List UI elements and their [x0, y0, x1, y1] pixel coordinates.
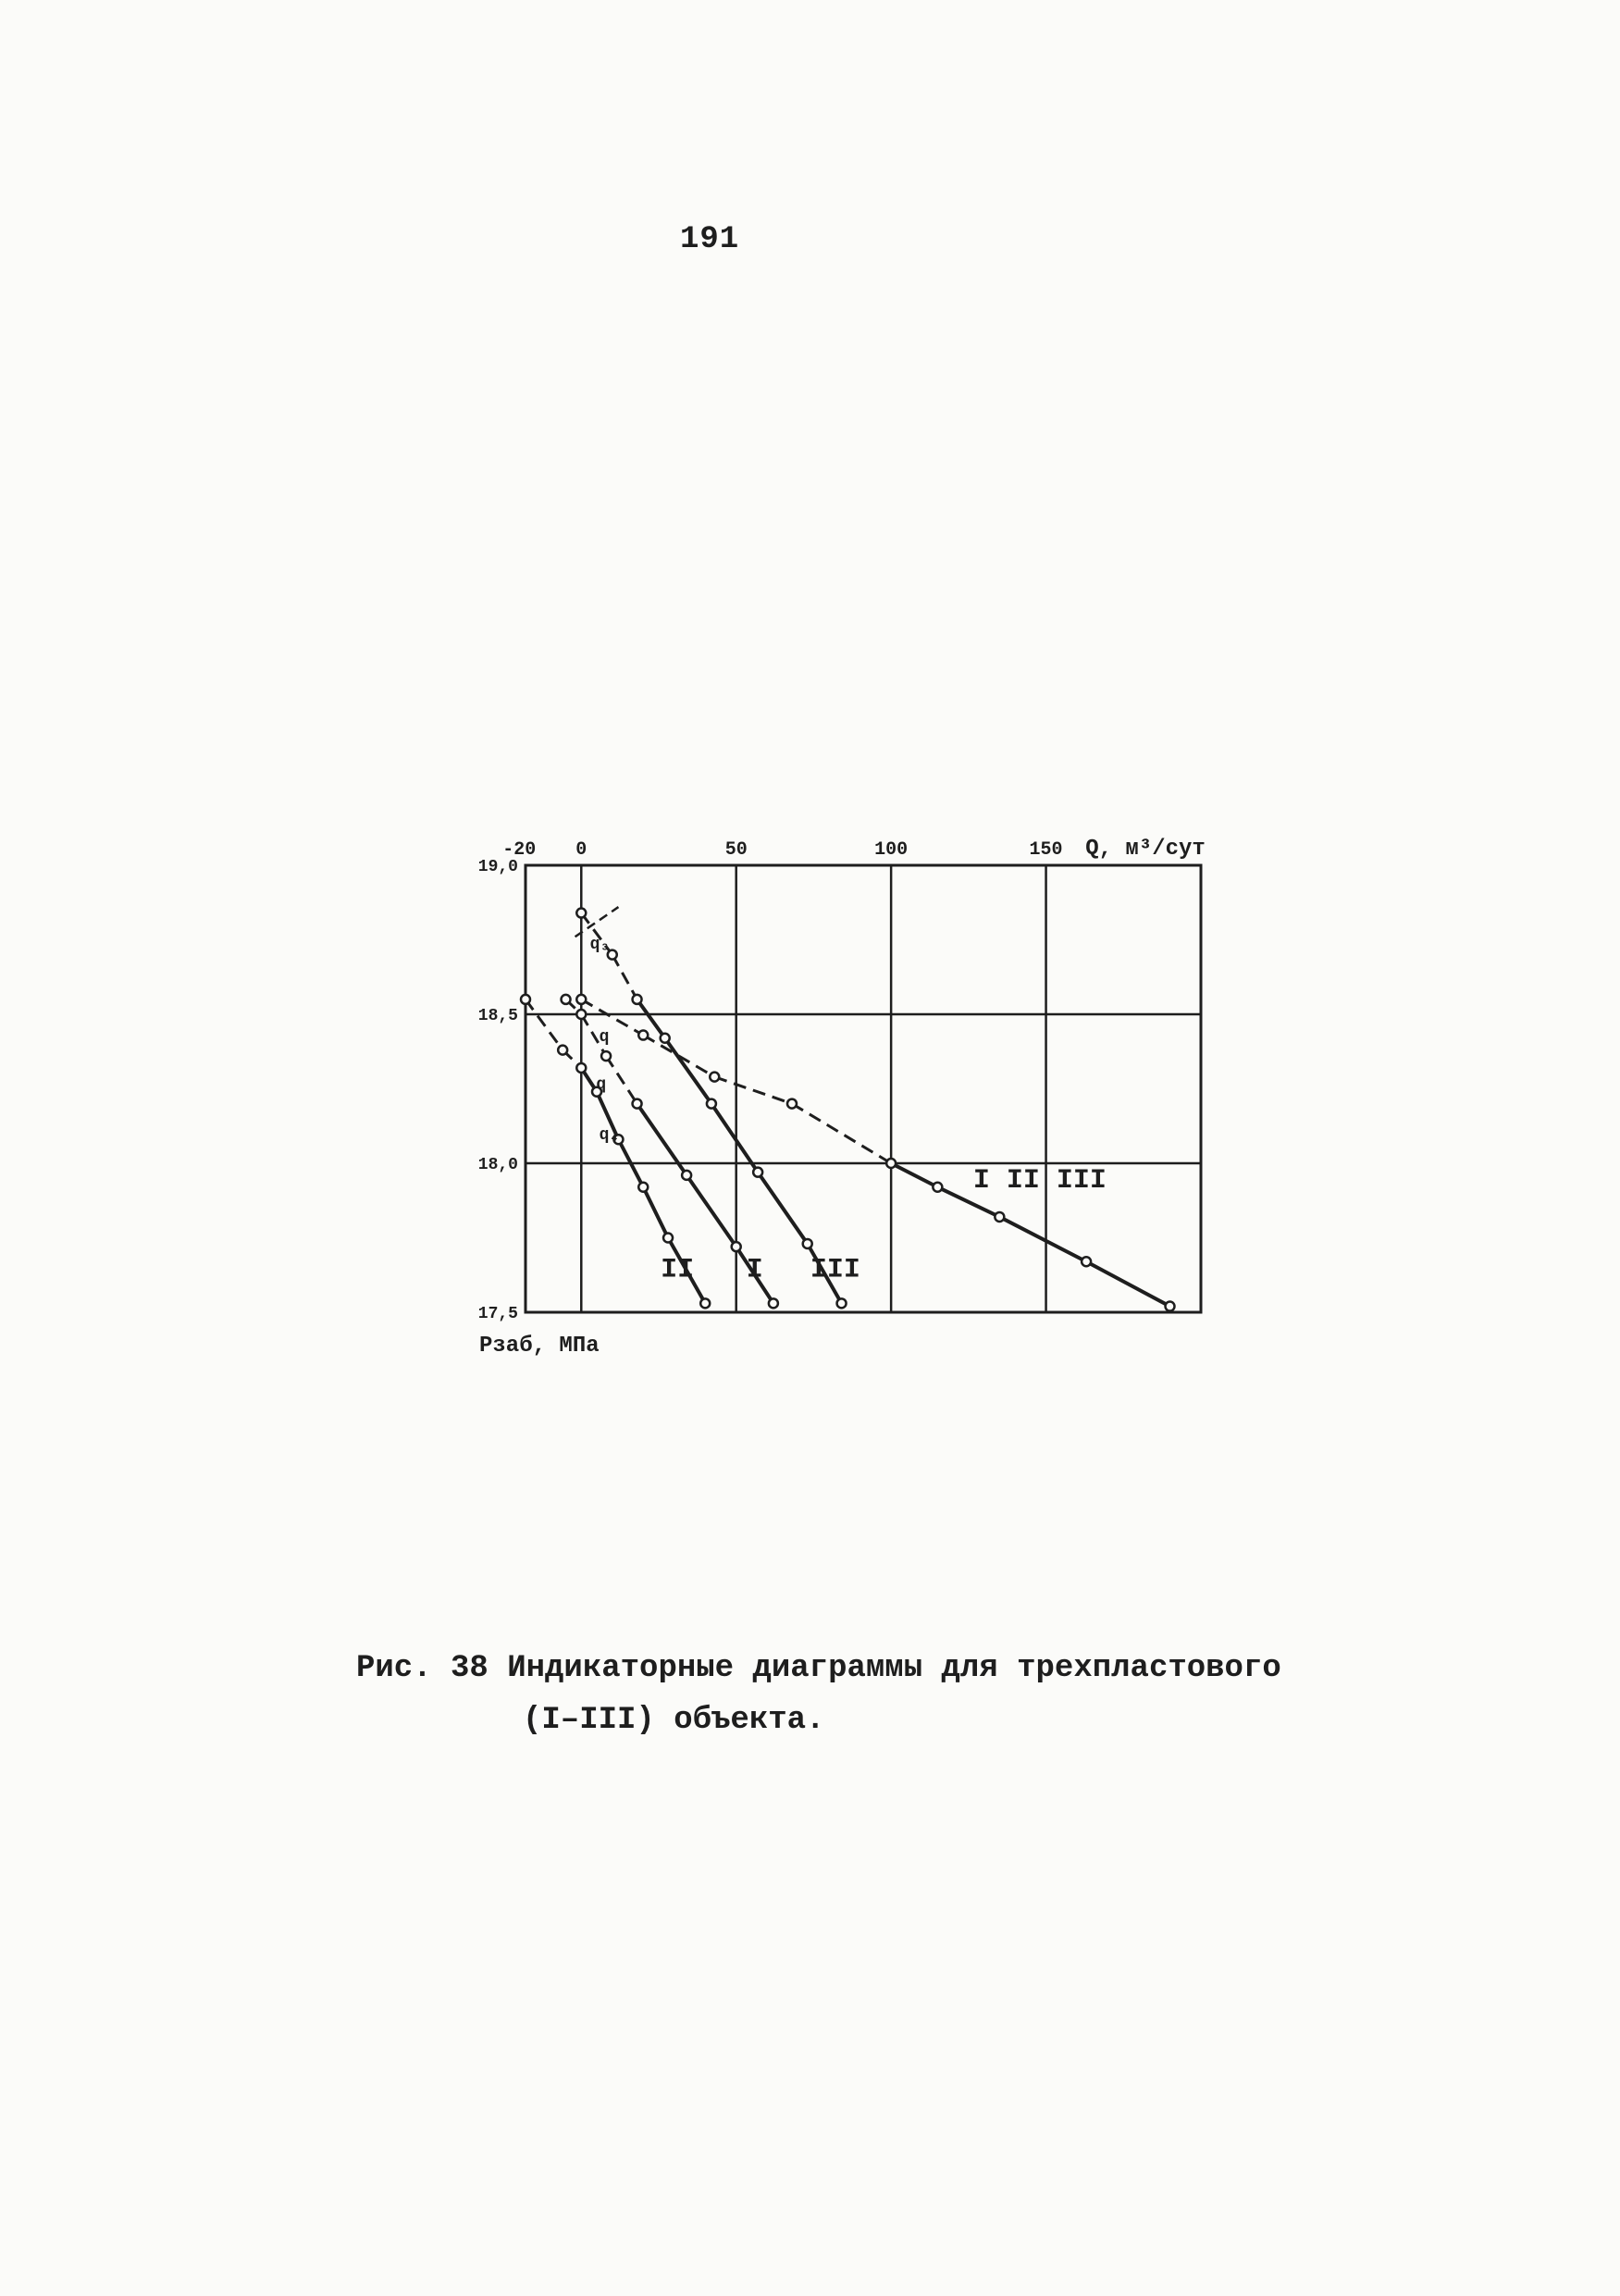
page-number: 191: [680, 222, 740, 257]
series-segment: [686, 1175, 736, 1247]
y-tick-label: 18,0: [477, 1156, 518, 1174]
series-segment: [891, 1163, 937, 1187]
x-tick-label: 50: [724, 839, 748, 861]
series-segment: [606, 1056, 637, 1104]
data-point: [837, 1298, 847, 1308]
series-label: I: [746, 1254, 763, 1286]
data-point: [633, 995, 642, 1004]
data-point: [521, 995, 530, 1004]
x-tick-label: 150: [1029, 839, 1063, 861]
x-tick-label: 0: [575, 839, 587, 861]
data-point: [601, 1051, 611, 1061]
figure-caption: [356, 1643, 1281, 1746]
data-point: [787, 1099, 797, 1109]
data-point: [886, 1159, 896, 1168]
annotation-label: q₃: [589, 936, 611, 955]
series-segment: [581, 999, 643, 1036]
data-point: [995, 1212, 1004, 1222]
annotation-label: q₄: [599, 1126, 620, 1146]
y-tick-label: 19,0: [477, 858, 518, 876]
series-segment: [792, 1104, 891, 1163]
series-label: III: [810, 1254, 860, 1286]
data-point: [633, 1099, 642, 1109]
data-point: [661, 1034, 670, 1043]
series-segment: [758, 1173, 808, 1244]
series-segment: [643, 1036, 714, 1077]
series-label: I II III: [972, 1164, 1107, 1197]
y-tick-label: 17,5: [477, 1305, 518, 1323]
data-point: [710, 1073, 719, 1082]
data-point: [803, 1239, 812, 1248]
data-point: [562, 995, 571, 1004]
annotation-label: q: [596, 1075, 607, 1095]
series-label: II: [661, 1254, 695, 1286]
x-tick-label: 100: [874, 839, 909, 861]
x-axis-title: Q, м³/сут: [1085, 837, 1206, 862]
data-point: [576, 995, 586, 1004]
data-point: [663, 1234, 673, 1243]
series-segment: [711, 1104, 758, 1173]
series-segment: [637, 1104, 687, 1175]
data-point: [576, 1010, 586, 1019]
series-segment: [999, 1217, 1086, 1261]
plot-frame: [526, 865, 1201, 1312]
data-point: [576, 909, 586, 918]
data-point: [732, 1242, 741, 1251]
series-segment: [526, 999, 563, 1050]
data-point: [769, 1298, 778, 1308]
y-tick-label: 18,5: [477, 1007, 518, 1025]
data-point: [558, 1046, 567, 1055]
x-tick-label: -20: [502, 839, 537, 861]
series-segment: [1086, 1261, 1169, 1306]
y-axis-title: Pзаб, МПа: [479, 1334, 600, 1359]
series-segment: [714, 1077, 792, 1104]
data-point: [753, 1168, 762, 1177]
data-point: [682, 1171, 691, 1180]
data-point: [707, 1099, 716, 1109]
data-point: [576, 1063, 586, 1073]
data-point: [1166, 1302, 1175, 1311]
annotation-label: q: [599, 1027, 610, 1047]
data-point: [700, 1298, 710, 1308]
data-point: [638, 1031, 648, 1040]
data-point: [638, 1183, 648, 1192]
series-segment: [612, 955, 637, 999]
data-point: [933, 1183, 942, 1192]
data-point: [1082, 1257, 1091, 1266]
caption-line-1: Рис. 38 Индикаторные диаграммы для трехпластового: [356, 1651, 1281, 1686]
caption-line-2: (I–III) объекта.: [523, 1703, 825, 1738]
series-segment: [643, 1187, 668, 1238]
